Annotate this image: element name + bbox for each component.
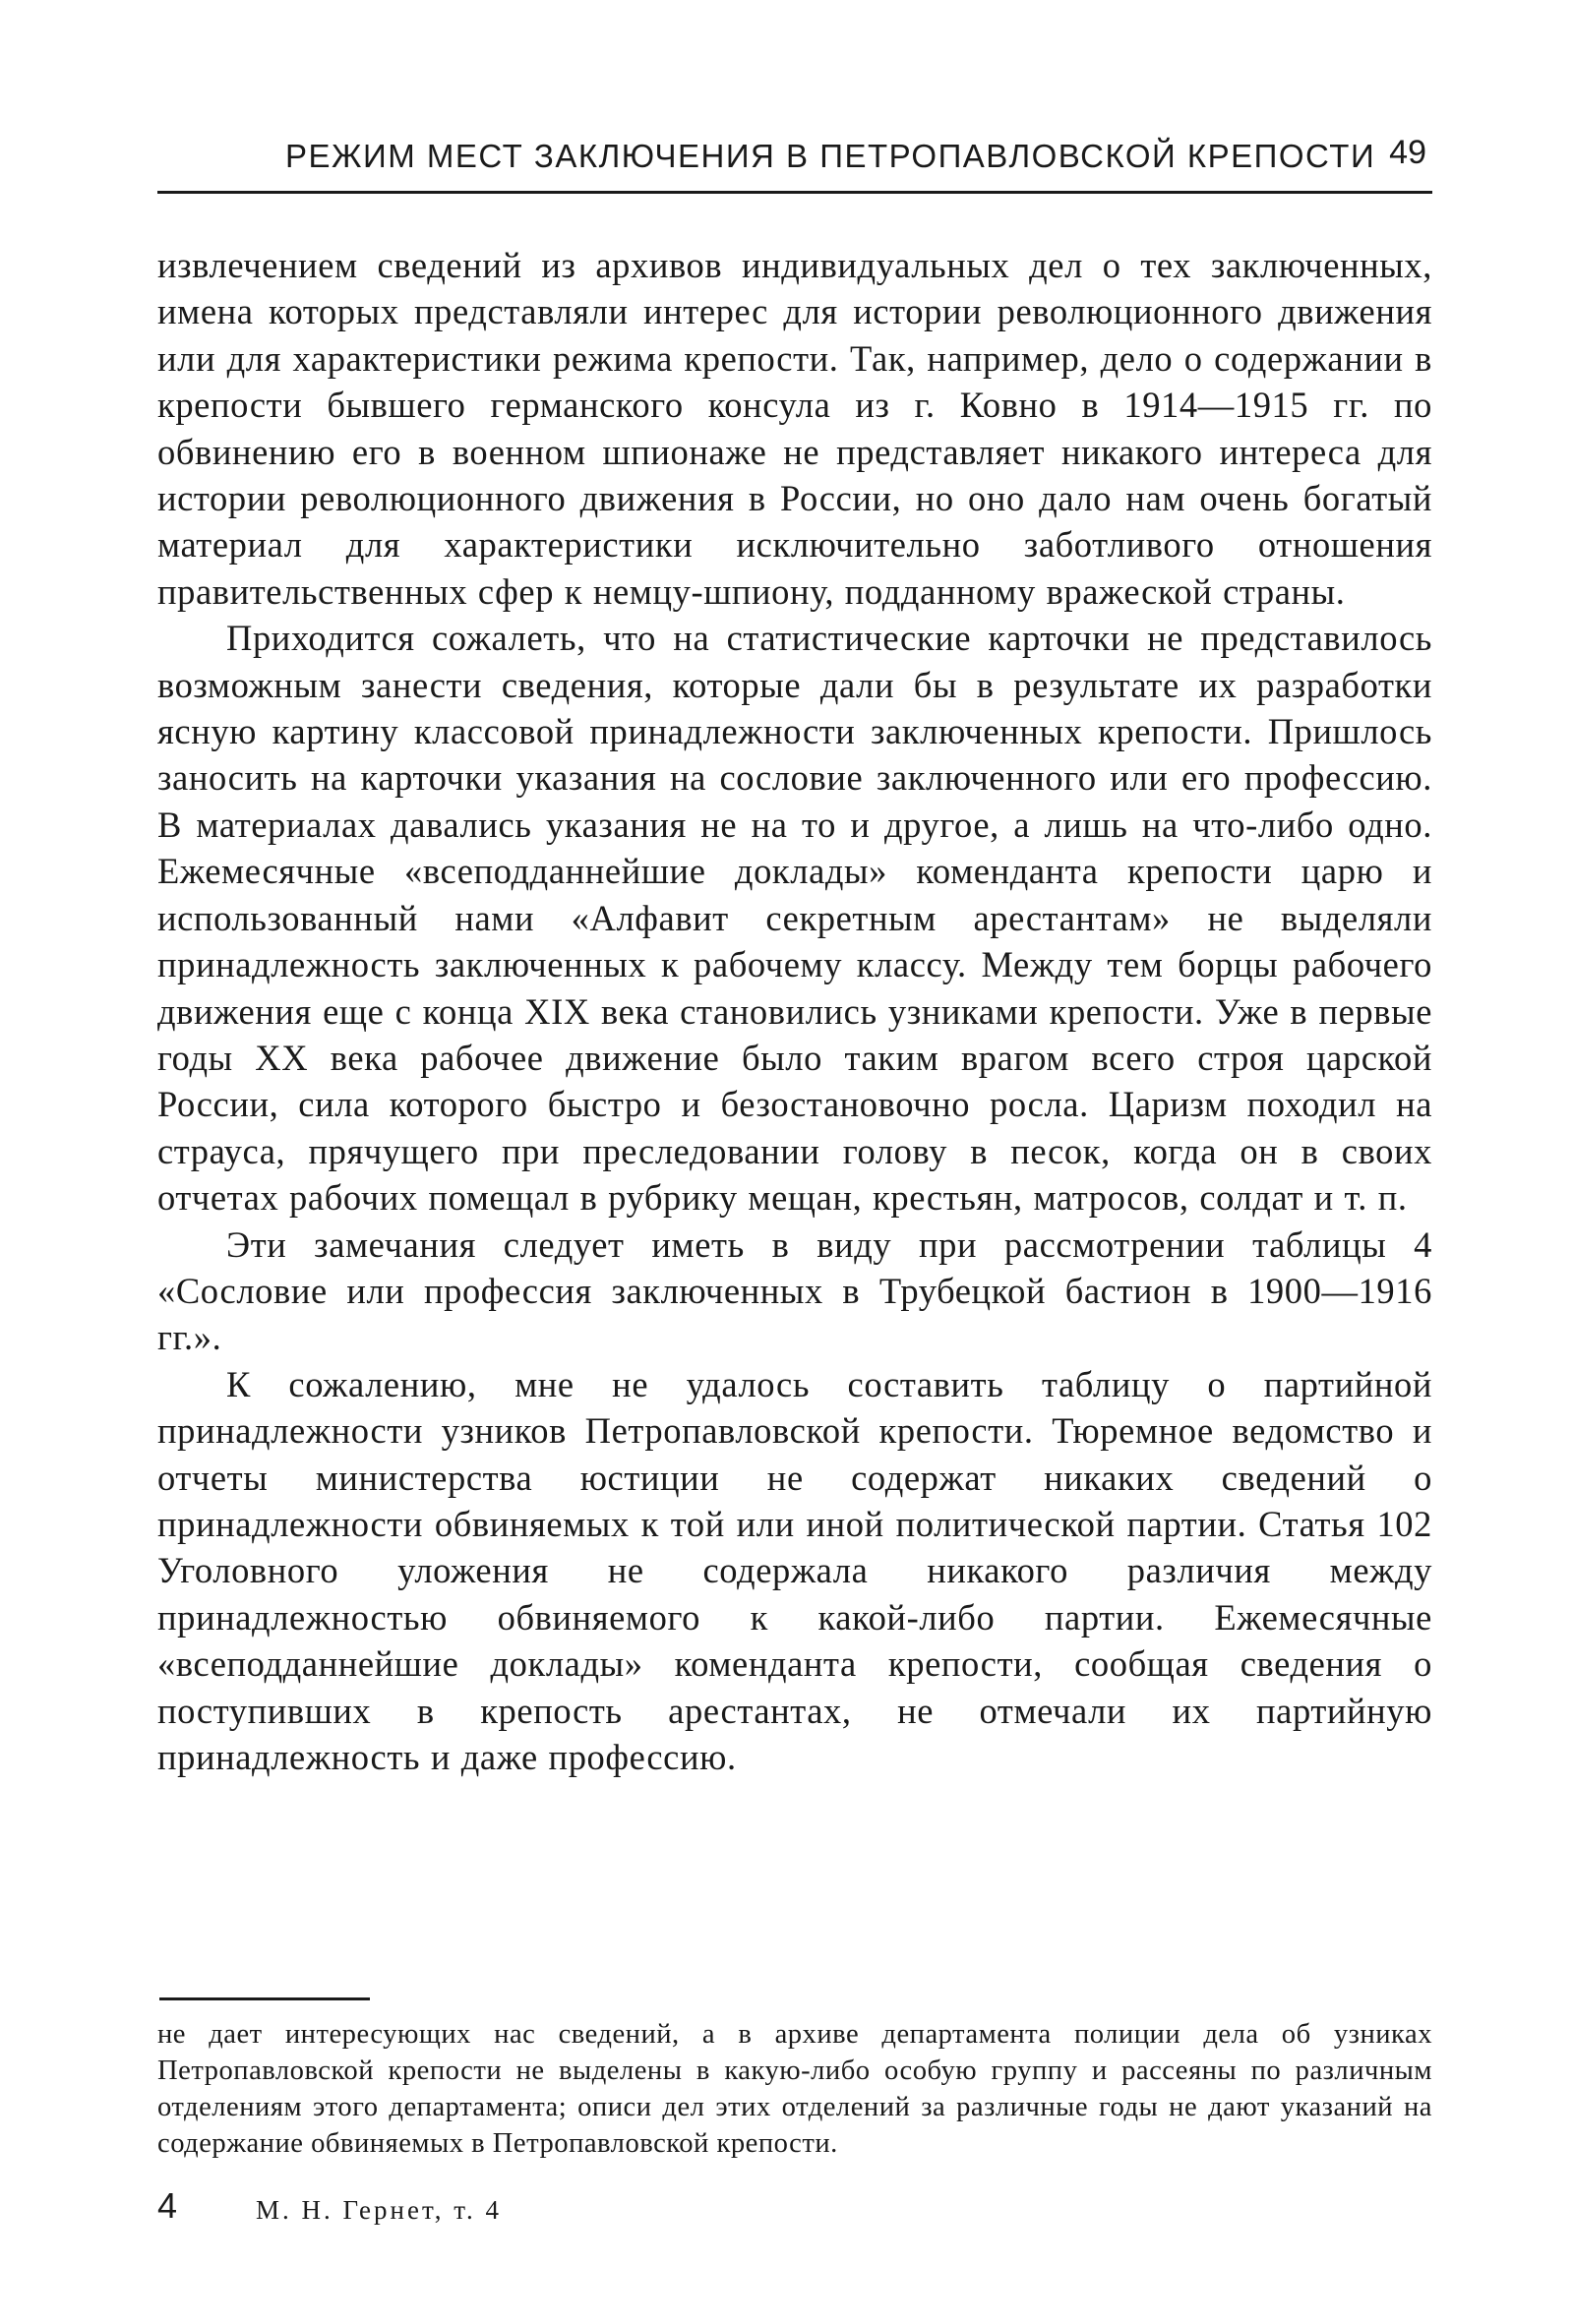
page-number: 49 (1389, 134, 1426, 171)
page-header (157, 130, 1432, 194)
paragraph-1: извлечением сведений из архивов индивидуальных дел о тех заключенных, имена которых представляли интерес для истории революционного движения или для характеристики режима крепости. Так, например, дело о содержании в крепости бывшего германского консула из г. Ковно в 1914—1915 гг. по обвинению его в военном шпионаже не представляет никакого интереса для истории революционного движения в России, но оно дало нам очень богатый материал для характеристики исключительно заботливого отношения правительственных сфер к немцу-шпиону, подданному вражеской страны. (157, 245, 1432, 612)
footnote-divider (159, 1997, 370, 2000)
paragraph-2: Приходится сожалеть, что на статистические карточки не представилось возможным занести сведения, которые дали бы в результате их разработки ясную картину классовой принадлежности заключенных крепости. Пришлось заносить на карточки указания на сословие заключенного или его профессию. В материалах давались указания не на то и другое, а лишь на что-либо одно. Ежемесячные «всеподданнейшие доклады» коменданта крепости царю и использованный нами «Алфавит секретным арестантам» не выделяли принадлежность заключенных к рабочему классу. Между тем борцы рабочего движения еще с конца XIX века становились узниками крепости. Уже в первые годы XX века рабочее движение было таким врагом всего строя царской России, сила которого быстро и безостановочно росла. Царизм походил на страуса, прячущего при преследовании голову в песок, когда он в своих отчетах рабочих помещал в рубрику мещан, крестьян, матросов, солдат и т. п. (157, 618, 1432, 1219)
paragraph-4: К сожалению, мне не удалось составить таблицу о партийной принадлежности узников Петропавловской крепости. Тюремное ведомство и отчеты министерства юстиции не содержат никаких сведений о принадлежности обвиняемых к той или иной политической партии. Статья 102 Уголовного уложения не содержала никакого различия между принадлежностью обвиняемого к какой-либо партии. Ежемесячные «всеподданнейшие доклады» коменданта крепости, сообщая сведения о поступивших в крепость арестантах, не отмечали их партийную принадлежность и даже профессию. (157, 1363, 1432, 1777)
body-text (157, 242, 1432, 1780)
printer-signature (157, 2185, 503, 2227)
paragraph-3: Эти замечания следует иметь в виду при рассмотрении таблицы 4 «Сословие или профессия заключенных в Трубецкой бастион в 1900—1916 гг.». (157, 1223, 1432, 1358)
footnote: не дает интересующих нас сведений, а в архиве департамента полиции дела об узниках Петропавловской крепости не выделены в какую-либо особую группу и рассеяны по различным отделениям этого департамента; описи дел этих отделений за различные годы не дают указаний на содержание обвиняемых в Петропавловской крепости. (157, 2019, 1432, 2159)
sheet-number: 4 (157, 2185, 178, 2226)
running-title: РЕЖИМ МЕСТ ЗАКЛЮЧЕНИЯ В ПЕТРОПАВЛОВСКОЙ КРЕПОСТИ (285, 138, 1376, 174)
signature-text: М. Н. Гернет, т. 4 (256, 2195, 503, 2225)
